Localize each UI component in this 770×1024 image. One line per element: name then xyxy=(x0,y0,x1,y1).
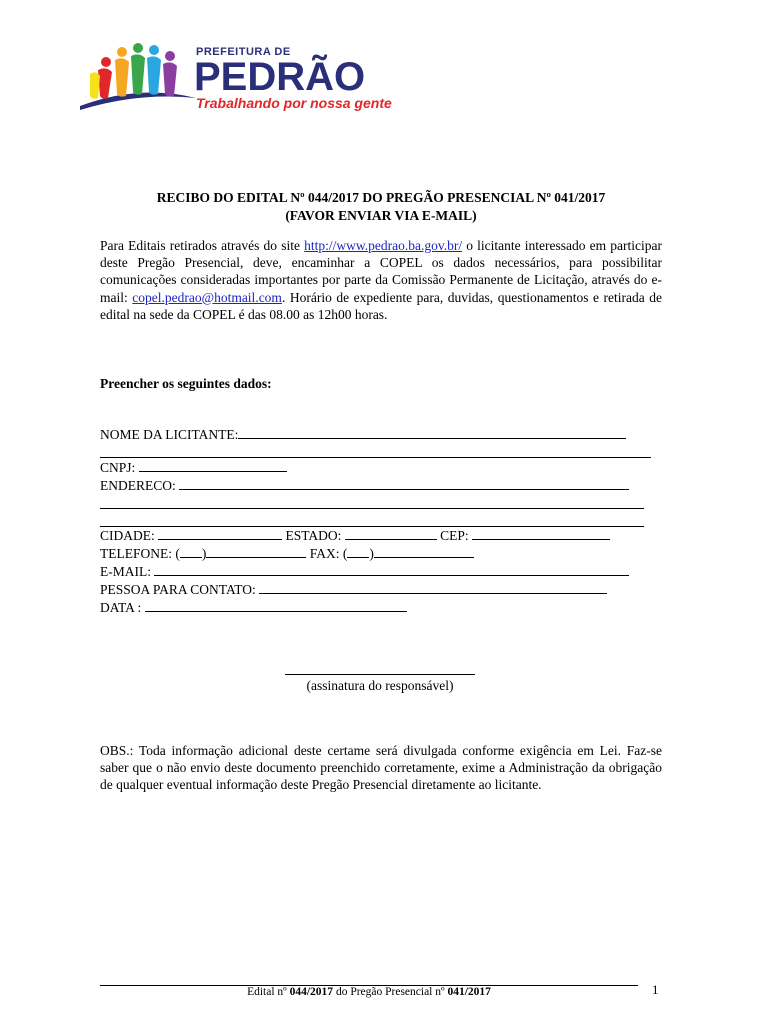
intro-paragraph xyxy=(100,237,662,323)
telefone-close-paren: ) xyxy=(201,546,207,561)
email-label: E-MAIL: xyxy=(100,564,151,579)
site-link[interactable]: http://www.pedrao.ba.gov.br/ xyxy=(304,238,463,253)
intro-text-2: o licitante interessado em participar deste Pregão Presencial, deve, encaminhar a COPEL os dados necessários, para possibilitar comunicações consideradas importantes por parte da Comissão Permanente de Licitação, através do e-mail: xyxy=(100,238,663,305)
nome-field[interactable] xyxy=(238,425,626,439)
footer-middle: do Pregão Presencial nº xyxy=(333,986,448,998)
fax-close-paren: ) xyxy=(369,546,374,561)
footer-pregao-number: 041/2017 xyxy=(447,986,491,998)
footer-prefix: Edital nº xyxy=(247,986,290,998)
footer-text xyxy=(100,986,638,998)
page-number: 1 xyxy=(652,982,659,997)
contato-field[interactable] xyxy=(259,580,607,594)
estado-label: ESTADO: xyxy=(285,528,342,543)
cep-label: CEP: xyxy=(440,528,469,543)
intro-text-3: . Horário de expediente para, duvidas, questionamentos e retirada de edital na sede da COPEL é das 08.00 as 12h00 horas. xyxy=(100,289,663,322)
fax-ddd-field[interactable] xyxy=(347,544,369,558)
email-field[interactable] xyxy=(154,562,629,576)
cidade-label: CIDADE: xyxy=(100,528,155,543)
obs-paragraph: OBS.: Toda informação adicional deste certame será divulgada conforme exigência em Lei. Faz-se saber que o não envio deste documento preenchido corretamente, exime a Administração da obrigação de qualquer eventual informação deste Pregão Presencial diretamente ao licitante. xyxy=(100,743,662,793)
logo-prefeitura-text: PREFEITURA DE xyxy=(196,46,291,58)
telefone-label: TELEFONE: ( xyxy=(100,546,180,561)
footer-edital-number: 044/2017 xyxy=(289,986,334,998)
logo-slogan: Trabalhando por nossa gente xyxy=(196,95,392,111)
endereco-row xyxy=(100,476,629,493)
nome-row xyxy=(100,425,626,442)
intro-text-1: Para Editais retirados através do site xyxy=(100,238,305,253)
cidade-field[interactable] xyxy=(158,526,282,540)
cnpj-field[interactable] xyxy=(139,458,287,472)
data-row xyxy=(100,598,407,615)
nome-label: NOME DA LICITANTE: xyxy=(100,427,239,442)
telefone-ddd-field[interactable] xyxy=(180,544,202,558)
logo-figures-icon xyxy=(78,40,198,112)
telefone-row xyxy=(100,544,474,561)
email-link[interactable]: copel.pedrao@hotmail.com xyxy=(132,289,282,305)
estado-field[interactable] xyxy=(345,526,437,540)
fax-field[interactable] xyxy=(374,544,474,558)
logo-city-name: PEDRÃO xyxy=(194,55,366,99)
prefeitura-logo xyxy=(78,40,398,120)
cidade-row xyxy=(100,526,610,543)
document-title: RECIBO DO EDITAL Nº 044/2017 DO PREGÃO PRESENCIAL Nº 041/2017 xyxy=(156,190,606,205)
telefone-field[interactable] xyxy=(206,544,306,558)
data-label: DATA : xyxy=(100,600,142,615)
email-row xyxy=(100,562,629,579)
cnpj-label: CNPJ: xyxy=(100,460,136,475)
cep-field[interactable] xyxy=(472,526,610,540)
document-subtitle: (FAVOR ENVIAR VIA E-MAIL) xyxy=(285,208,477,223)
signature-line[interactable] xyxy=(285,674,475,675)
contato-label: PESSOA PARA CONTATO: xyxy=(100,582,256,597)
fax-label: FAX: ( xyxy=(309,546,348,561)
contato-row xyxy=(100,580,607,597)
endereco-line-2[interactable] xyxy=(100,508,644,509)
endereco-field[interactable] xyxy=(179,476,629,490)
cnpj-row xyxy=(100,458,287,475)
signature-label: (assinatura do responsável) xyxy=(306,678,454,693)
endereco-label: ENDERECO: xyxy=(100,478,176,493)
fill-instruction: Preencher os seguintes dados: xyxy=(100,376,272,391)
data-field[interactable] xyxy=(145,598,407,612)
